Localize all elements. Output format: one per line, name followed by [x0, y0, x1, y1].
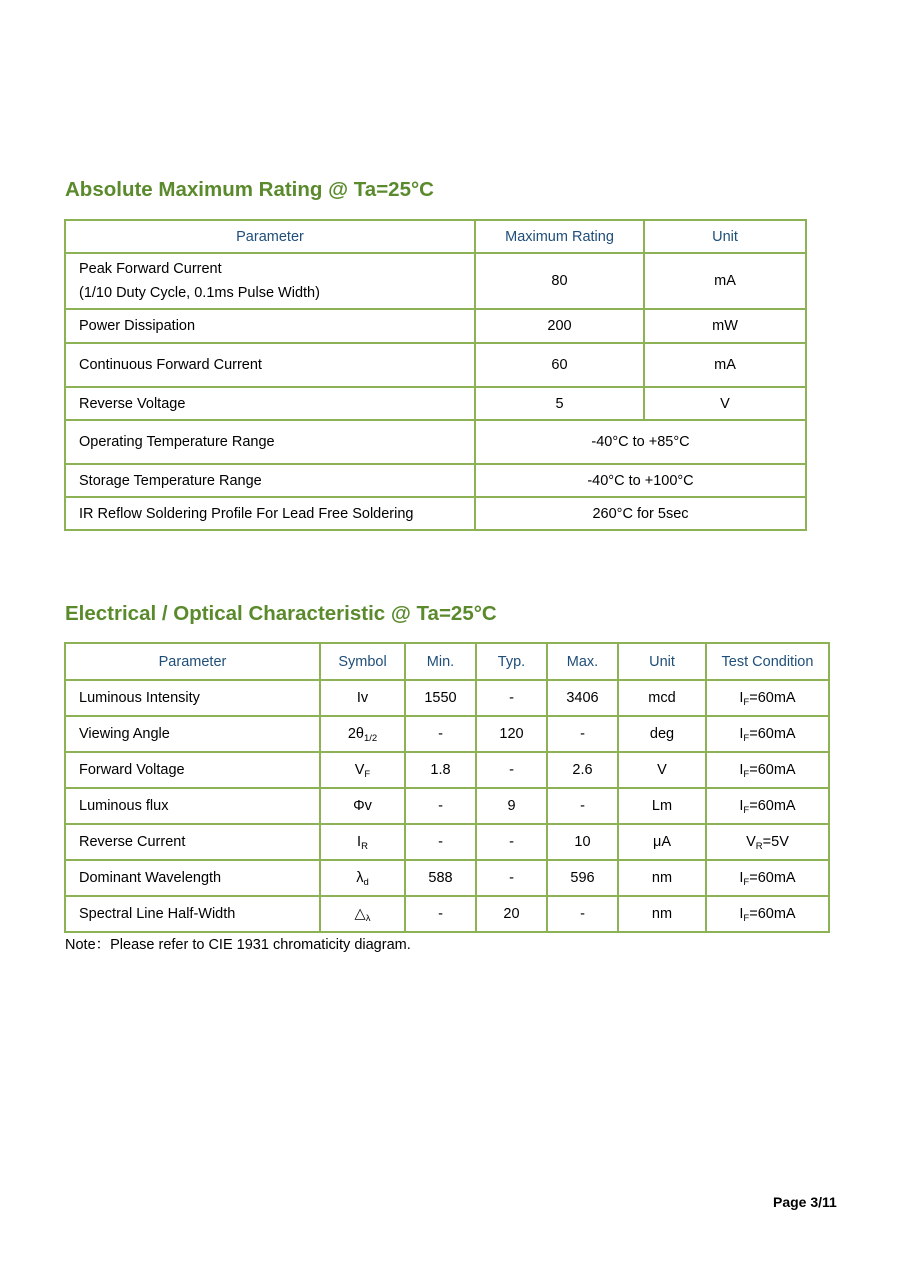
min-cell: 1.8 — [405, 752, 476, 788]
unit-cell: μA — [618, 824, 706, 860]
symbol-cell — [320, 824, 405, 860]
symbol-text: λ — [356, 870, 364, 886]
table-row — [65, 387, 806, 420]
condition-value: =5V — [762, 834, 789, 850]
condition-symbol: I — [739, 726, 744, 742]
max-cell: 596 — [547, 860, 618, 896]
header-min: Min. — [405, 643, 476, 680]
unit-cell: Lm — [618, 788, 706, 824]
condition-value: =60mA — [749, 690, 796, 706]
symbol-cell — [320, 752, 405, 788]
max-cell: - — [547, 896, 618, 932]
unit-cell: mcd — [618, 680, 706, 716]
parameter-cell: Luminous Intensity — [65, 680, 320, 716]
header-unit: Unit — [644, 220, 806, 253]
header-symbol: Symbol — [320, 643, 405, 680]
symbol-cell — [320, 716, 405, 752]
header-typ: Typ. — [476, 643, 547, 680]
header-test-condition: Test Condition — [706, 643, 829, 680]
footnote: Note：Please refer to CIE 1931 chromaticity diagram. — [65, 937, 411, 953]
symbol-subscript: λ — [365, 913, 371, 924]
min-cell: 1550 — [405, 680, 476, 716]
condition-subscript: F — [743, 733, 750, 744]
parameter-cell: Power Dissipation — [65, 309, 475, 343]
unit-cell: V — [618, 752, 706, 788]
condition-cell — [706, 824, 829, 860]
page-number: Page 3/11 — [773, 1194, 837, 1210]
condition-subscript: F — [743, 769, 750, 780]
unit-cell: V — [644, 387, 806, 420]
parameter-cell: Luminous flux — [65, 788, 320, 824]
typ-cell: 9 — [476, 788, 547, 824]
unit-cell: deg — [618, 716, 706, 752]
table-header-row — [65, 643, 829, 680]
table-row — [65, 420, 806, 464]
condition-subscript: F — [743, 697, 750, 708]
condition-symbol: I — [739, 870, 744, 886]
header-unit: Unit — [618, 643, 706, 680]
table-row — [65, 788, 829, 824]
condition-symbol: I — [739, 690, 744, 706]
symbol-text: I — [357, 834, 362, 850]
table-row — [65, 752, 829, 788]
symbol-text: 2θ — [347, 726, 364, 742]
min-cell: - — [405, 788, 476, 824]
min-cell: 588 — [405, 860, 476, 896]
symbol-subscript: d — [363, 877, 369, 888]
rating-cell: -40°C to +85°C — [475, 420, 806, 464]
parameter-cell: Forward Voltage — [65, 752, 320, 788]
typ-cell: - — [476, 860, 547, 896]
table-row — [65, 343, 806, 387]
rating-cell: 80 — [475, 253, 644, 309]
table-row — [65, 253, 806, 309]
parameter-cell: Operating Temperature Range — [65, 420, 475, 464]
symbol-subscript: F — [364, 769, 371, 780]
parameter-cell: Continuous Forward Current — [65, 343, 475, 387]
max-cell: 3406 — [547, 680, 618, 716]
condition-cell — [706, 752, 829, 788]
table-header-row — [65, 220, 806, 253]
table-row — [65, 680, 829, 716]
unit-cell: mA — [644, 343, 806, 387]
condition-symbol: I — [739, 906, 744, 922]
symbol-cell — [320, 860, 405, 896]
symbol-cell — [320, 680, 405, 716]
condition-subscript: F — [743, 805, 750, 816]
condition-symbol: I — [739, 762, 744, 778]
condition-cell — [706, 860, 829, 896]
symbol-text: Iv — [356, 690, 369, 706]
parameter-cell: Dominant Wavelength — [65, 860, 320, 896]
symbol-text: △ — [354, 906, 366, 922]
header-parameter: Parameter — [65, 220, 475, 253]
unit-cell: mA — [644, 253, 806, 309]
parameter-line: (1/10 Duty Cycle, 0.1ms Pulse Width) — [79, 285, 320, 301]
parameter-cell: Reverse Voltage — [65, 387, 475, 420]
typ-cell: - — [476, 752, 547, 788]
rating-cell: 200 — [475, 309, 644, 343]
table-row — [65, 824, 829, 860]
condition-subscript: F — [743, 913, 750, 924]
symbol-subscript: 1/2 — [363, 733, 378, 744]
parameter-cell: Storage Temperature Range — [65, 464, 475, 497]
rating-cell: 5 — [475, 387, 644, 420]
max-cell: - — [547, 716, 618, 752]
rating-cell: 260°C for 5sec — [475, 497, 806, 530]
typ-cell: - — [476, 680, 547, 716]
typ-cell: - — [476, 824, 547, 860]
table-row — [65, 716, 829, 752]
table-row — [65, 309, 806, 343]
table-row — [65, 497, 806, 530]
eo-table — [64, 642, 830, 933]
min-cell: - — [405, 824, 476, 860]
condition-symbol: I — [739, 798, 744, 814]
parameter-cell: Viewing Angle — [65, 716, 320, 752]
condition-value: =60mA — [749, 762, 796, 778]
condition-subscript: F — [743, 877, 750, 888]
unit-cell: nm — [618, 860, 706, 896]
symbol-text: Φv — [353, 798, 372, 814]
condition-cell — [706, 896, 829, 932]
symbol-text: V — [354, 762, 365, 778]
condition-value: =60mA — [749, 906, 796, 922]
condition-cell — [706, 788, 829, 824]
abs-max-table — [64, 219, 807, 531]
unit-cell: nm — [618, 896, 706, 932]
condition-cell — [706, 716, 829, 752]
parameter-cell: Spectral Line Half-Width — [65, 896, 320, 932]
header-maximum-rating: Maximum Rating — [475, 220, 644, 253]
symbol-cell — [320, 788, 405, 824]
table-row — [65, 860, 829, 896]
rating-cell: -40°C to +100°C — [475, 464, 806, 497]
parameter-cell: IR Reflow Soldering Profile For Lead Free Soldering — [65, 497, 475, 530]
parameter-cell — [65, 253, 475, 309]
parameter-cell: Reverse Current — [65, 824, 320, 860]
condition-value: =60mA — [749, 798, 796, 814]
rating-cell: 60 — [475, 343, 644, 387]
min-cell: - — [405, 896, 476, 932]
eo-title: Electrical / Optical Characteristic @ Ta=25°C — [65, 602, 497, 625]
min-cell: - — [405, 716, 476, 752]
abs-max-title: Absolute Maximum Rating @ Ta=25°C — [65, 178, 434, 201]
parameter-line: Peak Forward Current — [79, 261, 222, 277]
condition-cell — [706, 680, 829, 716]
condition-symbol: V — [746, 834, 756, 850]
max-cell: 10 — [547, 824, 618, 860]
symbol-subscript: R — [361, 841, 368, 852]
header-max: Max. — [547, 643, 618, 680]
symbol-cell — [320, 896, 405, 932]
typ-cell: 20 — [476, 896, 547, 932]
table-row — [65, 464, 806, 497]
max-cell: - — [547, 788, 618, 824]
header-parameter: Parameter — [65, 643, 320, 680]
condition-value: =60mA — [749, 726, 796, 742]
table-row — [65, 896, 829, 932]
max-cell: 2.6 — [547, 752, 618, 788]
unit-cell: mW — [644, 309, 806, 343]
condition-subscript: R — [755, 841, 763, 852]
typ-cell: 120 — [476, 716, 547, 752]
condition-value: =60mA — [749, 870, 796, 886]
